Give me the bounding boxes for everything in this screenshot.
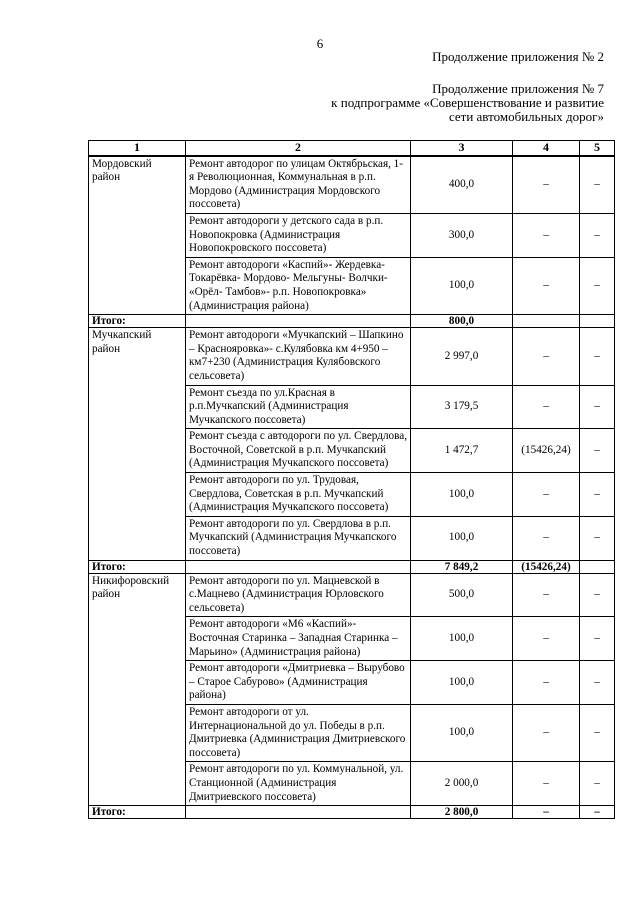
column-4-cell: – — [513, 661, 580, 705]
program-table — [88, 140, 615, 819]
column-5-cell: – — [580, 516, 615, 560]
column-5-cell: – — [580, 328, 615, 385]
total-column-4 — [513, 315, 580, 328]
total-amount: 2 800,0 — [411, 806, 513, 819]
work-description-cell: Ремонт автодороги по ул. Свердлова в р.п. Мучкапский (Администрация Мучкапского поссовета) — [186, 516, 411, 560]
work-description-cell: Ремонт автодороги «Дмитриевка – Вырубово – Старое Сабурово» (Администрация района) — [186, 661, 411, 705]
page-number: 6 — [316, 36, 324, 51]
column-4-cell: – — [513, 704, 580, 761]
column-4-cell: – — [513, 213, 580, 257]
column-5-cell: – — [580, 704, 615, 761]
total-row — [89, 806, 615, 819]
table-row — [89, 328, 615, 385]
total-column-5: – — [580, 806, 615, 819]
column-header: 5 — [580, 141, 615, 156]
column-header: 3 — [411, 141, 513, 156]
table-body — [89, 156, 615, 819]
column-4-cell: – — [513, 473, 580, 517]
total-column-4: – — [513, 806, 580, 819]
work-description-cell: Ремонт автодороги «Каспий»- Жердевка- Токарёвка- Мордово- Мельгуны- Волчки- «Орёл- Тамбов»- р.п. Новопокровка» (Администрация района) — [186, 257, 411, 314]
work-description-cell: Ремонт съезда с автодороги по ул. Свердлова, Восточной, Советской в р.п. Мучкапский (Администрация Мучкапского поссовета) — [186, 429, 411, 473]
column-4-cell: (15426,24) — [513, 429, 580, 473]
work-description-cell: Ремонт съезда по ул.Красная в р.п.Мучкапский (Администрация Мучкапского поссовета) — [186, 385, 411, 429]
total-amount: 7 849,2 — [411, 560, 513, 573]
column-5-cell: – — [580, 156, 615, 214]
column-4-cell: – — [513, 516, 580, 560]
amount-cell: 2 000,0 — [411, 762, 513, 806]
total-amount: 800,0 — [411, 315, 513, 328]
district-cell: Мучкапский район — [89, 328, 186, 561]
column-header: 2 — [186, 141, 411, 156]
work-description-cell: Ремонт автодороги «М6 «Каспий»- Восточная Старинка – Западная Старинка – Марьино» (Администрация района) — [186, 617, 411, 661]
amount-cell: 500,0 — [411, 573, 513, 617]
column-5-cell: – — [580, 573, 615, 617]
amount-cell: 300,0 — [411, 213, 513, 257]
district-cell: Мордовский район — [89, 156, 186, 315]
header-line: к подпрограмме «Совершенствование и развитие — [331, 95, 604, 110]
column-4-cell: – — [513, 617, 580, 661]
district-cell: Никифоровский район — [89, 573, 186, 806]
total-empty-cell — [186, 806, 411, 819]
amount-cell: 3 179,5 — [411, 385, 513, 429]
work-description-cell: Ремонт автодороги у детского сада в р.п. Новопокровка (Администрация Новопокровского поссовета) — [186, 213, 411, 257]
work-description-cell: Ремонт автодороги «Мучкапский – Шапкино – Краснояровка»- с.Кулябовка км 4+950 – км7+230 (Администрация Кулябовского сельсовета) — [186, 328, 411, 385]
column-4-cell: – — [513, 257, 580, 314]
table-row — [89, 573, 615, 617]
column-header: 1 — [89, 141, 186, 156]
column-5-cell: – — [580, 257, 615, 314]
total-row — [89, 560, 615, 573]
total-label: Итого: — [89, 560, 186, 573]
total-row — [89, 315, 615, 328]
column-4-cell: – — [513, 385, 580, 429]
total-column-4: (15426,24) — [513, 560, 580, 573]
amount-cell: 100,0 — [411, 704, 513, 761]
column-number-row — [89, 141, 615, 156]
header-line: Продолжение приложения № 7 — [432, 81, 604, 96]
amount-cell: 100,0 — [411, 617, 513, 661]
column-5-cell: – — [580, 617, 615, 661]
work-description-cell: Ремонт автодорог по улицам Октябрьская, 1-я Революционная, Коммунальная в р.п. Мордово (Администрация Мордовского поссовета) — [186, 156, 411, 214]
column-5-cell: – — [580, 429, 615, 473]
column-5-cell: – — [580, 473, 615, 517]
amount-cell: 100,0 — [411, 661, 513, 705]
amount-cell: 100,0 — [411, 257, 513, 314]
work-description-cell: Ремонт автодороги по ул. Мацневской в с.Мацнево (Администрация Юрловского сельсовета) — [186, 573, 411, 617]
header-line: сети автомобильных дорог» — [448, 109, 604, 124]
total-empty-cell — [186, 560, 411, 573]
amount-cell: 1 472,7 — [411, 429, 513, 473]
total-label: Итого: — [89, 315, 186, 328]
column-4-cell: – — [513, 573, 580, 617]
appendix-continuation-label: Продолжение приложения № 2 — [432, 49, 604, 64]
amount-cell: 400,0 — [411, 156, 513, 214]
column-4-cell: – — [513, 762, 580, 806]
column-4-cell: – — [513, 328, 580, 385]
total-column-5 — [580, 315, 615, 328]
work-description-cell: Ремонт автодороги от ул. Интернациональной до ул. Победы в р.п. Дмитриевка (Администрация Дмитриевского поссовета) — [186, 704, 411, 761]
amount-cell: 100,0 — [411, 473, 513, 517]
column-5-cell: – — [580, 762, 615, 806]
table-row — [89, 156, 615, 214]
appendix-7-header — [331, 82, 604, 124]
total-empty-cell — [186, 315, 411, 328]
amount-cell: 2 997,0 — [411, 328, 513, 385]
column-5-cell: – — [580, 661, 615, 705]
column-5-cell: – — [580, 213, 615, 257]
amount-cell: 100,0 — [411, 516, 513, 560]
column-header: 4 — [513, 141, 580, 156]
column-5-cell: – — [580, 385, 615, 429]
work-description-cell: Ремонт автодороги по ул. Коммунальной, ул. Станционной (Администрация Дмитриевского поссовета) — [186, 762, 411, 806]
column-4-cell: – — [513, 156, 580, 214]
total-label: Итого: — [89, 806, 186, 819]
total-column-5 — [580, 560, 615, 573]
work-description-cell: Ремонт автодороги по ул. Трудовая, Свердлова, Советская в р.п. Мучкапский (Администрация Мучкапского поссовета) — [186, 473, 411, 517]
